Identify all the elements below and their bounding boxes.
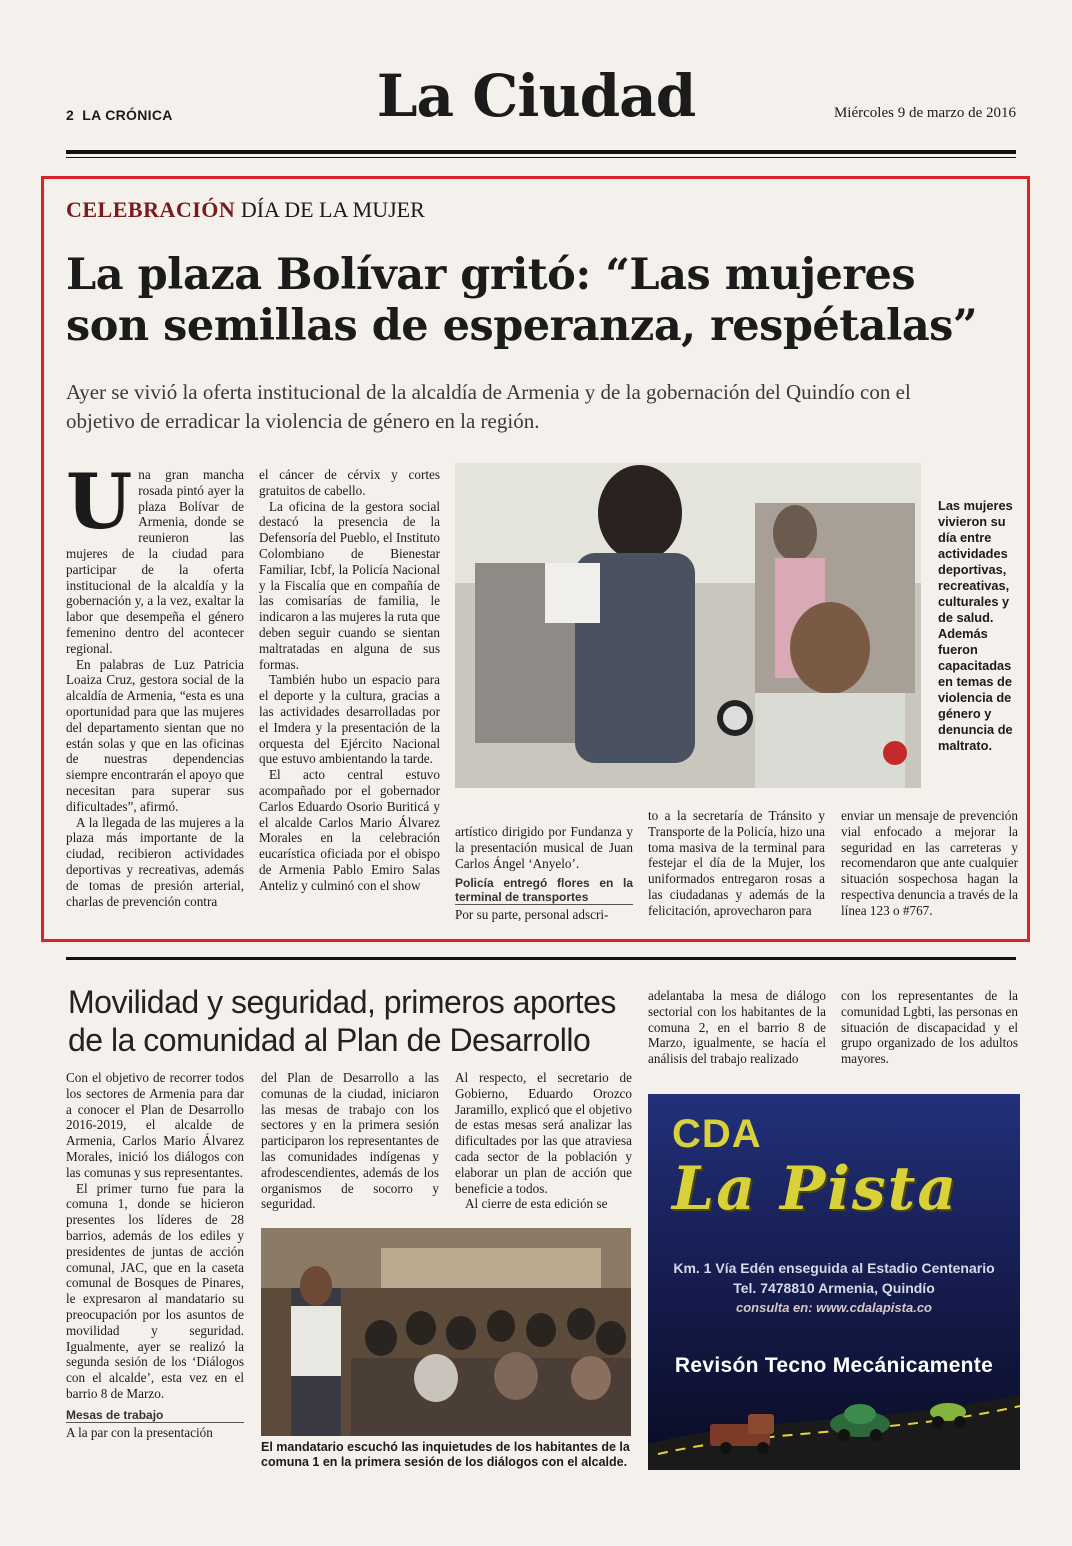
deck — [66, 378, 1021, 436]
headline-line-2: son semillas de esperanza, respétalas” — [66, 301, 978, 351]
body-text: Al respecto, el secretario de Gobierno, Eduardo Orozco Jaramillo, explicó que el objetivo de estas mesas será analizar las dificultades por las que atraviesa cada sector de la población y elaborar un plan de acción que beneficie a todos. — [455, 1070, 632, 1196]
kicker-strong: CELEBRACIÓN — [66, 197, 236, 222]
feature-column-2 — [259, 467, 440, 894]
second-column-5 — [841, 988, 1018, 1067]
deck-line-1: Ayer se vivió la oferta institucional de la alcaldía de Armenia y de la gobernación del Quindío con el — [66, 380, 911, 404]
body-text: adelantaba la mesa de diálogo sectorial con los habitantes de la comuna 2, en el barrio 8 de Marzo, igualmente, se hacía el análisis del trabajo realizado — [648, 988, 826, 1067]
body-text: A la par con la presentación — [66, 1424, 213, 1440]
body-text: na gran mancha rosada pintó ayer la plaza Bolívar de Armenia, donde se reunieron las mujeres de la ciudad para participar de la oferta institucional de la alcaldía y la gobernación y, a la vez, exaltar la labor que desempeña el género femenino dentro del acontecer regional. — [66, 467, 244, 656]
publication-name: LA CRÓNICA — [82, 107, 173, 123]
deck-line-2: objetivo de erradicar la violencia de género en la región. — [66, 409, 540, 433]
body-text: También hubo un espacio para el deporte y la cultura, gracias a las actividades desarrolladas por el Imdera y la presentación de la orquesta del Ejército Nacional que estuvo ambientando la tarde. — [259, 672, 440, 767]
body-text: del Plan de Desarrollo a las comunas de la ciudad, iniciaron las mesas de trabajo con los sectores y en la primera sesión participaron los representantes de las comunidades indígenas y afrodescendientes, además de los organismos de socorro y seguridad. — [261, 1070, 439, 1212]
edition-date: Miércoles 9 de marzo de 2016 — [833, 105, 1016, 121]
headline-line-1: Movilidad y seguridad, primeros aportes — [68, 984, 616, 1020]
ad-brand-small: CDA — [672, 1112, 762, 1156]
feature-column-3 — [455, 824, 633, 923]
second-column-3 — [455, 1070, 632, 1212]
second-headline — [68, 983, 638, 1059]
body-text: el cáncer de cérvix y cortes gratuitos de cabello. — [259, 467, 440, 498]
subheading: Policía entregó flores en la terminal de transportes — [455, 876, 633, 905]
body-text: artístico dirigido por Fundanza y la presentación musical de Juan Carlos Ángel ‘Anyelo’. — [455, 824, 633, 871]
drop-cap: U — [66, 457, 133, 546]
body-text: La oficina de la gestora social destacó la presencia de la Defensoría del Pueblo, el Instituto Colombiano de Bienestar Familiar, Icbf, la Policía Nacional y la Fiscalía que en compañía de las comisarías de familia, le indicaron a las mujeres la ruta que deben seguir cuando se sientan maltratadas en alguna de sus formas. — [259, 498, 440, 672]
ad-brand-big: La Pista — [672, 1154, 959, 1224]
kicker — [66, 197, 425, 223]
page-number-value: 2 — [66, 107, 75, 123]
body-text: Al cierre de esta edición se — [465, 1196, 608, 1212]
headline-line-1: La plaza Bolívar gritó: “Las mujeres — [66, 250, 916, 300]
photo-illustration — [261, 1228, 631, 1436]
body-text: to a la secretaría de Tránsito y Transporte de la Policía, hizo una toma masiva de la terminal para festejar el día de la Mujer, los uniformados entregaron rosas a las ciudadanas y además de la felicitación, aprovecharon para — [648, 808, 825, 918]
second-column-4 — [648, 988, 826, 1067]
second-column-1 — [66, 1070, 244, 1441]
ad-phone: Tel. 7478810 Armenia, Quindío — [733, 1280, 935, 1296]
subheading: Mesas de trabajo — [66, 1408, 244, 1423]
second-column-2 — [261, 1070, 439, 1212]
body-text: A la llegada de las mujeres a la plaza más importante de la ciudad, recibieron actividades deportivas y recreativas, además de tomas de presión arterial, charlas de prevención contra — [66, 814, 244, 909]
body-text: enviar un mensaje de prevención vial enfocado a mejorar la seguridad en las carreteras y recomendaron que ante cualquier situación sospechosa hagan la respectiva denuncia a través de la línea 123 o #767. — [841, 808, 1018, 918]
feature-column-4 — [648, 808, 825, 919]
body-text: con los representantes de la comunidad Lgbti, las personas en situación de discapacidad y el grupo organizado de los adultos mayores. — [841, 988, 1018, 1067]
photo-caption: El mandatario escuchó las inquietudes de los habitantes de la comuna 1 en la primera sesión de los diálogos con el alcalde. — [261, 1440, 630, 1469]
body-text: Con el objetivo de recorrer todos los sectores de Armenia para dar a conocer el Plan de Desarrollo 2016-2019, el alcalde de Armenia, Carlos Mario Álvarez Morales, inició los diálogos con las comunas y sus representantes. — [66, 1070, 244, 1180]
body-text: Por su parte, personal adscri- — [455, 907, 609, 923]
advertisement — [648, 1094, 1020, 1470]
section-rule — [66, 957, 1016, 960]
main-headline — [66, 250, 1016, 352]
ad-slogan: Revisón Tecno Mecánicamente — [674, 1354, 994, 1377]
women-day-photo — [455, 463, 921, 788]
header-rule-thin — [66, 157, 1016, 158]
ad-website: consulta en: www.cdalapista.co — [735, 1300, 932, 1315]
ad-address: Km. 1 Vía Edén enseguida al Estadio Centenario — [673, 1260, 995, 1276]
kicker-light: DÍA DE LA MUJER — [240, 197, 425, 222]
headline-line-2: de la comunidad al Plan de Desarrollo — [68, 1022, 591, 1058]
feature-column-1 — [66, 457, 244, 909]
body-text: El primer turno fue para la comuna 1, donde se hicieron presentes los líderes de 28 barrios, además de los ediles y presidentes de juntas de acción comunal, JAC, que en la caseta comunal de Bosques de Pinares, le expresaron al mandatario su preocupación por los asuntos de movilidad y seguridad. Igualmente, ayer se realizó la segunda sesión de los ‘Diálogos con el alcalde’, esta vez en el barrio 8 de Marzo. — [66, 1180, 244, 1401]
section-title: La Ciudad — [376, 62, 696, 130]
photo-illustration — [455, 463, 921, 788]
feature-column-5 — [841, 808, 1018, 919]
header-rule — [66, 150, 1016, 154]
body-text: El acto central estuvo acompañado por el gobernador Carlos Eduardo Osorio Buriticá y el alcalde Carlos Mario Álvarez Morales en la celebración eucarística oficiada por el obispo de Armenia Pablo Emiro Salas Anteliz y culminó con el show — [259, 767, 440, 893]
body-text: En palabras de Luz Patricia Loaiza Cruz, gestora social de la alcaldía de Armenia, “esta es una oportunidad para que las mujeres del departamento sientan que no están solas y que en las oficinas de nuestras dependencias siempre encontrarán el apoyo que necesitan para superar sus dificultades”, afirmó. — [66, 656, 244, 814]
meeting-photo — [261, 1228, 631, 1436]
photo-caption: Las mujeres vivieron su día entre actividades deportivas, recreativas, culturales y de salud. Además fueron capacitadas en temas de violencia de género y denuncia de maltrato. — [938, 498, 1013, 753]
